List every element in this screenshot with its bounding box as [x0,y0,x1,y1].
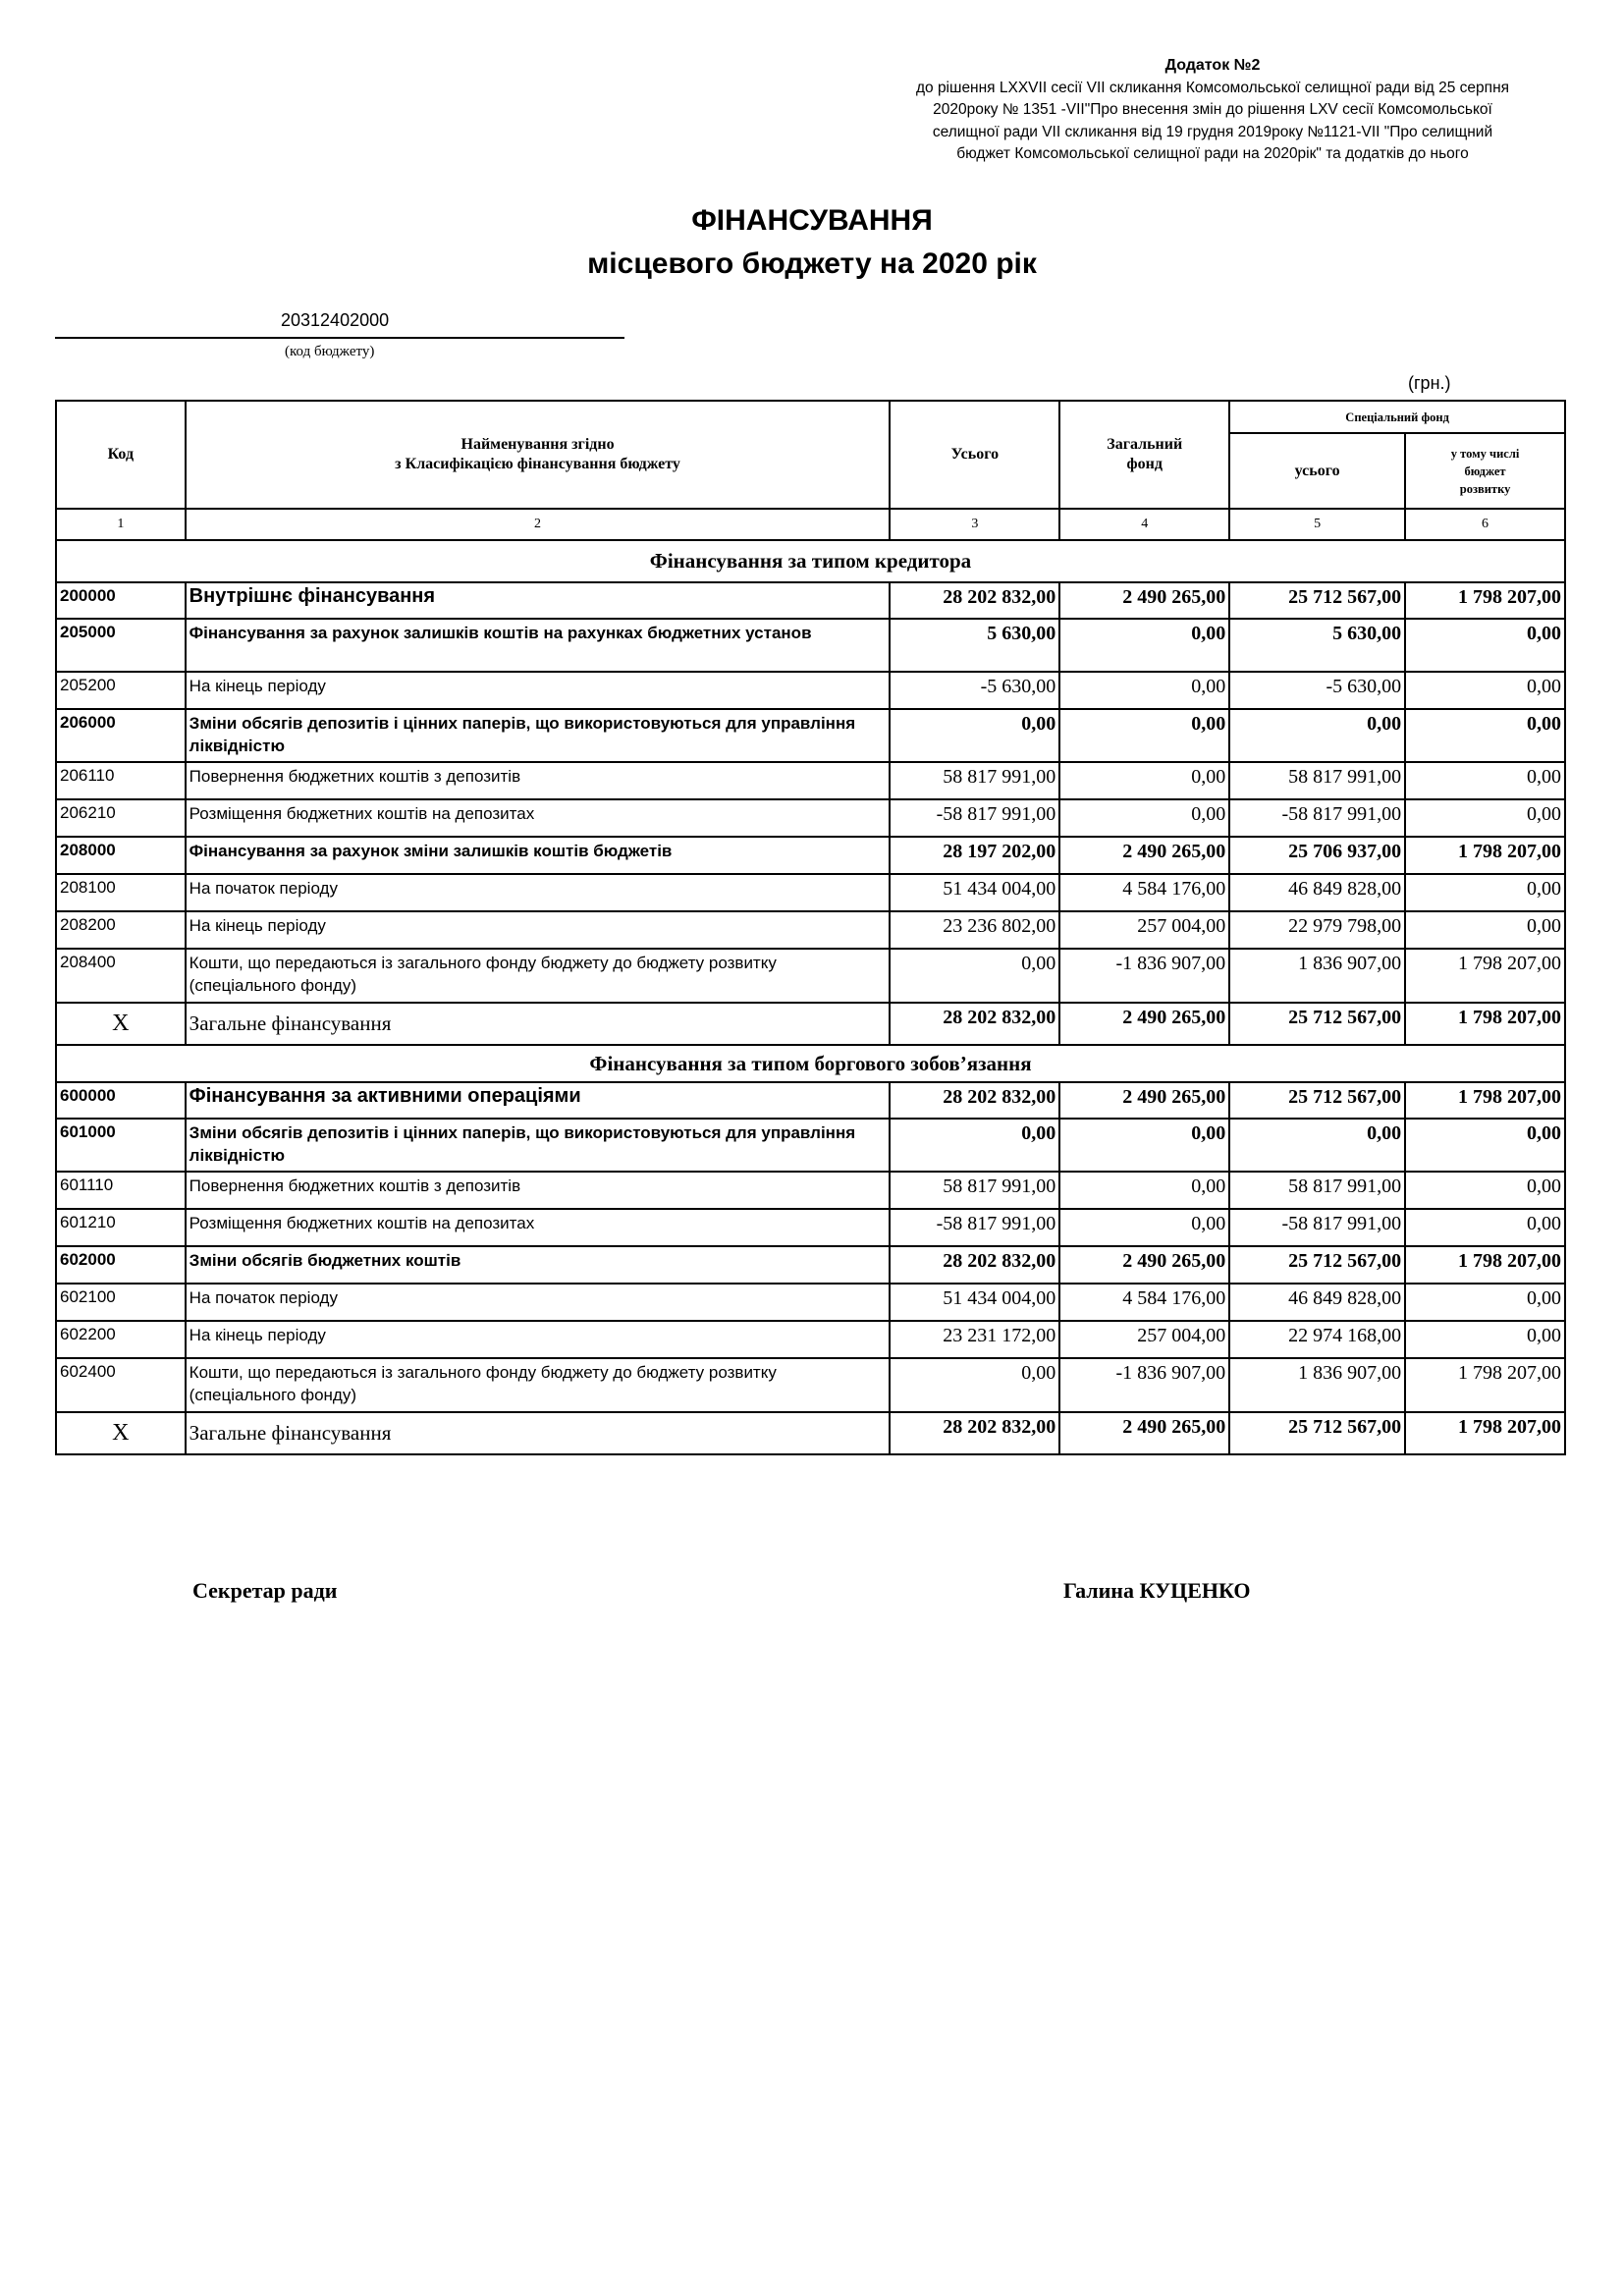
row-special: 5 630,00 [1229,619,1405,672]
header-special-fund: Спеціальний фонд [1229,401,1565,433]
column-number: 3 [890,509,1059,540]
row-total: 51 434 004,00 [890,874,1059,911]
table-row [56,672,1565,709]
row-code: 208200 [56,911,186,949]
row-code: 602200 [56,1321,186,1358]
row-general: 2 490 265,00 [1059,1082,1229,1119]
row-total: 0,00 [890,949,1059,1003]
row-development: 0,00 [1405,799,1565,837]
row-general: 0,00 [1059,799,1229,837]
row-total: 23 231 172,00 [890,1321,1059,1358]
row-code: 601210 [56,1209,186,1246]
header-total: Усього [890,401,1059,509]
header-name-line1: Найменування згідно [460,436,615,453]
table-total-row [56,1003,1565,1045]
row-general: -1 836 907,00 [1059,949,1229,1003]
row-special: 0,00 [1229,709,1405,762]
row-name: Зміни обсягів депозитів і цінних паперів, що використовуються для управління ліквідністю [186,1119,891,1172]
row-special: -5 630,00 [1229,672,1405,709]
row-development: 0,00 [1405,1209,1565,1246]
row-special: 25 712 567,00 [1229,1082,1405,1119]
table-row [56,1246,1565,1284]
row-code: 600000 [56,1082,186,1119]
table-row [56,1172,1565,1209]
row-total: 58 817 991,00 [890,1172,1059,1209]
row-name: Повернення бюджетних коштів з депозитів [186,762,891,799]
appendix-header [864,55,1561,166]
row-development: 0,00 [1405,672,1565,709]
table-row [56,1119,1565,1172]
row-general: -1 836 907,00 [1059,1358,1229,1412]
header-development-budget [1405,433,1565,509]
row-special: 22 979 798,00 [1229,911,1405,949]
row-development: 0,00 [1405,1172,1565,1209]
column-number: 4 [1059,509,1229,540]
row-general: 0,00 [1059,1119,1229,1172]
row-name: Внутрішнє фінансування [186,582,891,619]
row-general: 0,00 [1059,762,1229,799]
row-code: 208100 [56,874,186,911]
row-name: Кошти, що передаються із загального фонду бюджету до бюджету розвитку (спеціального фонду) [186,1358,891,1412]
row-total: -58 817 991,00 [890,799,1059,837]
document-title [0,199,1624,286]
row-special: 1 836 907,00 [1229,949,1405,1003]
table-row [56,762,1565,799]
header-general-fund [1059,401,1229,509]
row-special: 25 712 567,00 [1229,582,1405,619]
column-number: 6 [1405,509,1565,540]
row-general: 0,00 [1059,619,1229,672]
row-development: 1 798 207,00 [1405,949,1565,1003]
row-development: 1 798 207,00 [1405,582,1565,619]
row-general: 0,00 [1059,1172,1229,1209]
row-code: 206000 [56,709,186,762]
appendix-line: селищної ради VII скликання від 19 грудня 2019року №1121-VII "Про селищний [932,123,1493,140]
table-total-row [56,1412,1565,1454]
row-special: 25 712 567,00 [1229,1412,1405,1454]
table-row [56,1358,1565,1412]
row-development: 0,00 [1405,619,1565,672]
row-special: 1 836 907,00 [1229,1358,1405,1412]
row-general: 257 004,00 [1059,1321,1229,1358]
row-total: 51 434 004,00 [890,1284,1059,1321]
row-code: 205200 [56,672,186,709]
row-development: 1 798 207,00 [1405,1082,1565,1119]
budget-code-value: 20312402000 [281,310,390,330]
row-name: Зміни обсягів бюджетних коштів [186,1246,891,1284]
financing-table [55,400,1566,1455]
row-development: 1 798 207,00 [1405,1246,1565,1284]
row-code: 602400 [56,1358,186,1412]
row-code: 205000 [56,619,186,672]
row-total: 28 202 832,00 [890,1412,1059,1454]
row-name: Повернення бюджетних коштів з депозитів [186,1172,891,1209]
row-general: 2 490 265,00 [1059,1246,1229,1284]
row-general: 4 584 176,00 [1059,1284,1229,1321]
row-special: 0,00 [1229,1119,1405,1172]
table-row [56,1209,1565,1246]
row-total: 28 202 832,00 [890,582,1059,619]
table-row [56,911,1565,949]
row-special: 22 974 168,00 [1229,1321,1405,1358]
row-total: 0,00 [890,709,1059,762]
row-code: 200000 [56,582,186,619]
row-total: 28 202 832,00 [890,1246,1059,1284]
row-code: 206110 [56,762,186,799]
row-development: 0,00 [1405,1284,1565,1321]
table-row [56,1284,1565,1321]
row-name: На кінець періоду [186,672,891,709]
table-row [56,799,1565,837]
row-name: Фінансування за рахунок залишків коштів на рахунках бюджетних установ [186,619,891,672]
row-name: На початок періоду [186,1284,891,1321]
section-title-creditor: Фінансування за типом кредитора [56,540,1565,582]
header-dev-line2: бюджет [1464,464,1506,478]
row-general: 257 004,00 [1059,911,1229,949]
column-number: 5 [1229,509,1405,540]
row-name: Фінансування за рахунок зміни залишків коштів бюджетів [186,837,891,874]
row-name: Зміни обсягів депозитів і цінних паперів, що використовуються для управління ліквідністю [186,709,891,762]
row-code: 208400 [56,949,186,1003]
table-row [56,874,1565,911]
table-row [56,837,1565,874]
row-name: На початок періоду [186,874,891,911]
row-special: 25 712 567,00 [1229,1246,1405,1284]
section-title-debt: Фінансування за типом боргового зобов’язання [56,1045,1565,1082]
row-special: 58 817 991,00 [1229,1172,1405,1209]
row-development: 1 798 207,00 [1405,1003,1565,1045]
row-general: 0,00 [1059,709,1229,762]
header-general-line2: фонд [1126,456,1163,472]
row-development: 1 798 207,00 [1405,1412,1565,1454]
row-total: -58 817 991,00 [890,1209,1059,1246]
row-general: 2 490 265,00 [1059,582,1229,619]
row-general: 0,00 [1059,1209,1229,1246]
table-row [56,1321,1565,1358]
table-row [56,949,1565,1003]
row-total: 28 202 832,00 [890,1082,1059,1119]
header-dev-line1: у тому числі [1450,446,1520,461]
row-total: 5 630,00 [890,619,1059,672]
budget-code-caption: (код бюджету) [285,344,375,359]
header-name [186,401,891,509]
row-code: 601000 [56,1119,186,1172]
row-total: 58 817 991,00 [890,762,1059,799]
row-code: 602000 [56,1246,186,1284]
row-special: 46 849 828,00 [1229,874,1405,911]
row-special: 25 712 567,00 [1229,1003,1405,1045]
row-special: 58 817 991,00 [1229,762,1405,799]
row-name: Розміщення бюджетних коштів на депозитах [186,1209,891,1246]
row-special: -58 817 991,00 [1229,1209,1405,1246]
row-development: 0,00 [1405,762,1565,799]
row-development: 0,00 [1405,1321,1565,1358]
header-dev-line3: розвитку [1459,481,1511,496]
row-code: 206210 [56,799,186,837]
total-row-marker: X [56,1412,186,1454]
row-development: 0,00 [1405,709,1565,762]
signer-name: Галина КУЦЕНКО [1063,1578,1251,1603]
appendix-line: 2020року № 1351 -VII"Про внесення змін до рішення LXV сесії Комсомольської [933,101,1492,118]
currency-unit: (грн.) [1408,373,1451,393]
total-row-name: Загальне фінансування [186,1412,891,1454]
row-general: 0,00 [1059,672,1229,709]
header-special-total: усього [1229,433,1405,509]
row-total: 0,00 [890,1358,1059,1412]
row-total: 28 202 832,00 [890,1003,1059,1045]
row-name: Розміщення бюджетних коштів на депозитах [186,799,891,837]
row-development: 1 798 207,00 [1405,837,1565,874]
row-code: 602100 [56,1284,186,1321]
row-development: 1 798 207,00 [1405,1358,1565,1412]
column-number: 2 [186,509,891,540]
header-code: Код [56,401,186,509]
row-name: На кінець періоду [186,1321,891,1358]
row-general: 2 490 265,00 [1059,1003,1229,1045]
row-development: 0,00 [1405,1119,1565,1172]
row-code: 208000 [56,837,186,874]
row-name: Фінансування за активними операціями [186,1082,891,1119]
row-general: 4 584 176,00 [1059,874,1229,911]
row-special: -58 817 991,00 [1229,799,1405,837]
document-title-line2: місцевого бюджету на 2020 рік [587,247,1037,280]
table-row [56,1082,1565,1119]
appendix-line: до рішення LXXVII сесії VII скликання Комсомольської селищної ради від 25 серпня [915,79,1510,96]
budget-code-underline [55,337,624,339]
row-total: 28 197 202,00 [890,837,1059,874]
document-title-line1: ФІНАНСУВАННЯ [691,204,933,237]
row-total: 23 236 802,00 [890,911,1059,949]
appendix-line: бюджет Комсомольської селищної ради на 2020рік" та додатків до нього [956,145,1469,162]
row-code: 601110 [56,1172,186,1209]
column-number: 1 [56,509,186,540]
row-total: 0,00 [890,1119,1059,1172]
header-name-line2: з Класифікацією фінансування бюджету [395,456,680,472]
row-development: 0,00 [1405,874,1565,911]
table-row [56,582,1565,619]
table-row [56,619,1565,672]
row-general: 2 490 265,00 [1059,1412,1229,1454]
row-total: -5 630,00 [890,672,1059,709]
row-special: 46 849 828,00 [1229,1284,1405,1321]
row-development: 0,00 [1405,911,1565,949]
appendix-title: Додаток №2 [1164,57,1261,74]
row-name: На кінець періоду [186,911,891,949]
header-general-line1: Загальний [1107,436,1183,453]
table-row [56,709,1565,762]
signer-title: Секретар ради [192,1578,338,1603]
row-name: Кошти, що передаються із загального фонду бюджету до бюджету розвитку (спеціального фонду) [186,949,891,1003]
row-special: 25 706 937,00 [1229,837,1405,874]
total-row-name: Загальне фінансування [186,1003,891,1045]
row-general: 2 490 265,00 [1059,837,1229,874]
total-row-marker: X [56,1003,186,1045]
